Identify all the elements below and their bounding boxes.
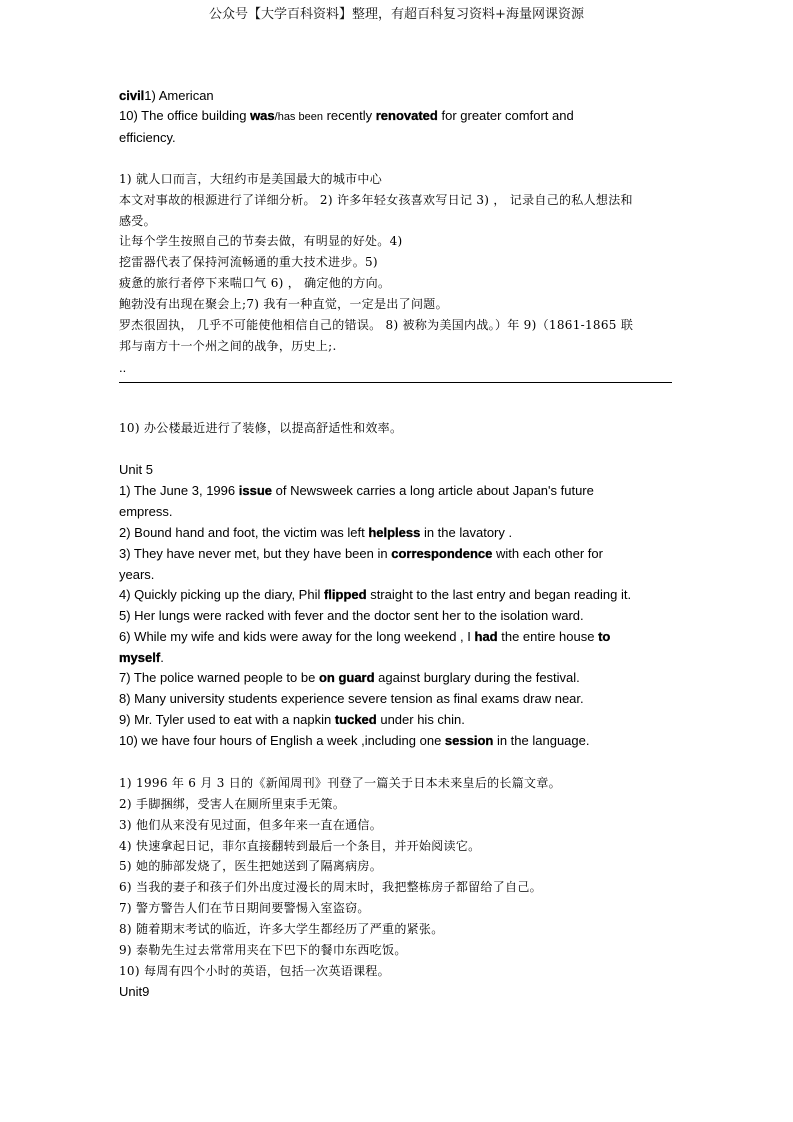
term-issue: issue bbox=[238, 483, 272, 498]
unit5-zh-line: 1) 1996 年 6 月 3 日的《新闻周刊》刊登了一篇关于日本未来皇后的长篇文章。 bbox=[119, 776, 561, 790]
zh-line: 挖雷器代表了保持河流畅通的重大技术进步。5) bbox=[119, 255, 378, 269]
unit5-zh-line: 6) 当我的妻子和孩子们外出度过漫长的周末时，我把整栋房子都留给了自己。 bbox=[119, 880, 542, 894]
text-segment: 10) The office building bbox=[119, 108, 251, 123]
text-segment: the entire house bbox=[497, 629, 599, 644]
text-segment: straight to the last entry and began reading it. bbox=[366, 587, 632, 602]
unit5-zh-line: 3) 他们从来没有见过面，但多年来一直在通信。 bbox=[119, 818, 383, 832]
term-to: to bbox=[598, 629, 611, 644]
zh-line: 本文对事故的根源进行了详细分析。 2) 许多年轻女孩喜欢写日记 3) ， 记录自己的私人想法和 bbox=[119, 193, 633, 207]
text-segment: . bbox=[160, 650, 164, 665]
unit5-zh-line: 7) 警方警告人们在节日期间要警惕入室盗窃。 bbox=[119, 901, 370, 915]
horizontal-rule bbox=[119, 382, 672, 383]
top-line-1 bbox=[119, 88, 214, 104]
unit5-title: Unit 5 bbox=[119, 462, 153, 477]
top-line-3: efficiency. bbox=[119, 130, 176, 145]
term-flipped: flipped bbox=[323, 587, 367, 602]
page-header: 公众号【大学百科资料】整理，有超百科复习资料+海量网课资源 bbox=[209, 7, 584, 22]
text-segment: for greater comfort and bbox=[437, 108, 574, 123]
text-segment: 3) They have never met, but they have been in bbox=[119, 546, 392, 561]
unit5-sentence-7 bbox=[119, 670, 580, 686]
term-session: session bbox=[444, 733, 494, 748]
unit5-sentence-6 bbox=[119, 629, 610, 645]
top-line-2 bbox=[119, 108, 574, 125]
unit5-sentence-1 bbox=[119, 483, 594, 499]
unit5-sentence-8: 8) Many university students experience severe tension as final exams draw near. bbox=[119, 691, 584, 706]
text-segment: 9) Mr. Tyler used to eat with a napkin bbox=[119, 712, 335, 727]
dots: .. bbox=[119, 360, 127, 375]
zh-line: 1) 就人口而言，大纽约市是美国最大的城市中心 bbox=[119, 172, 383, 186]
unit5-zh-line: 9) 泰勒先生过去常常用夹在下巴下的餐巾东西吃饭。 bbox=[119, 943, 407, 957]
text-segment: of Newsweek carries a long article about Japan's future bbox=[272, 483, 594, 498]
text-segment: 10) we have four hours of English a week ,including one bbox=[119, 733, 445, 748]
unit5-sentence-9 bbox=[119, 712, 465, 728]
term-on-guard: on guard bbox=[318, 670, 375, 685]
text-segment: in the language. bbox=[493, 733, 590, 748]
text-segment: against burglary during the festival. bbox=[374, 670, 580, 685]
zh-line: 感受。 bbox=[119, 214, 156, 228]
unit5-zh-line: 5) 她的肺部发烧了，医生把她送到了隔离病房。 bbox=[119, 859, 383, 873]
unit5-zh-line: 8) 随着期末考试的临近，许多大学生都经历了严重的紧张。 bbox=[119, 922, 444, 936]
zh-line: 疲惫的旅行者停下来喘口气 6) ， 确定他的方向。 bbox=[119, 276, 391, 290]
zh-line-10: 10) 办公楼最近进行了装修，以提高舒适性和效率。 bbox=[119, 421, 403, 435]
term-was: was bbox=[250, 108, 275, 123]
term-renovated: renovated bbox=[375, 108, 438, 123]
unit5-sentence-10 bbox=[119, 733, 589, 749]
unit5-zh-line: 10) 每周有四个小时的英语，包括一次英语课程。 bbox=[119, 964, 390, 978]
unit5-sentence-1-cont: empress. bbox=[119, 504, 173, 519]
text-segment: 1) The June 3, 1996 bbox=[119, 483, 239, 498]
text-segment: 7) The police warned people to be bbox=[119, 670, 319, 685]
unit5-sentence-6-cont bbox=[119, 650, 164, 666]
term-civil: civil bbox=[119, 88, 145, 103]
term-helpless: helpless bbox=[368, 525, 421, 540]
unit5-zh-line: 4) 快速拿起日记，菲尔直接翻转到最后一个条目，并开始阅读它。 bbox=[119, 839, 481, 853]
term-tucked: tucked bbox=[334, 712, 377, 727]
zh-line: 罗杰很固执， 几乎不可能使他相信自己的错误。 8) 被称为美国内战。）年 9)（1861-1865 联 bbox=[119, 318, 634, 332]
text-segment: with each other for bbox=[492, 546, 603, 561]
term-correspondence: correspondence bbox=[391, 546, 493, 561]
zh-line: 邦与南方十一个州之间的战争，历史上;. bbox=[119, 339, 337, 353]
unit5-zh-line: 2) 手脚捆绑，受害人在厕所里束手无策。 bbox=[119, 797, 346, 811]
text-segment: 6) While my wife and kids were away for the long weekend , I bbox=[119, 629, 475, 644]
text-segment: under his chin. bbox=[376, 712, 465, 727]
term-had: had bbox=[474, 629, 498, 644]
text-segment: 4) Quickly picking up the diary, Phil bbox=[119, 587, 324, 602]
unit5-sentence-2 bbox=[119, 525, 512, 541]
unit5-sentence-4 bbox=[119, 587, 631, 603]
unit5-sentence-3 bbox=[119, 546, 603, 562]
unit5-sentence-3-cont: years. bbox=[119, 567, 155, 582]
unit9-title: Unit9 bbox=[119, 984, 150, 999]
unit5-sentence-5: 5) Her lungs were racked with fever and the doctor sent her to the isolation ward. bbox=[119, 608, 584, 623]
term-myself: myself bbox=[119, 650, 161, 665]
text-segment: /has been bbox=[274, 111, 323, 123]
text-segment: 2) Bound hand and foot, the victim was left bbox=[119, 525, 369, 540]
text-segment: in the lavatory . bbox=[420, 525, 513, 540]
zh-line: 鲍勃没有出现在聚会上;7) 我有一种直觉，一定是出了问题。 bbox=[119, 297, 448, 311]
text-segment: recently bbox=[322, 108, 376, 123]
zh-line: 让每个学生按照自己的节奏去做，有明显的好处。4) bbox=[119, 234, 403, 248]
top-line-1-rest: 1) American bbox=[144, 88, 214, 103]
